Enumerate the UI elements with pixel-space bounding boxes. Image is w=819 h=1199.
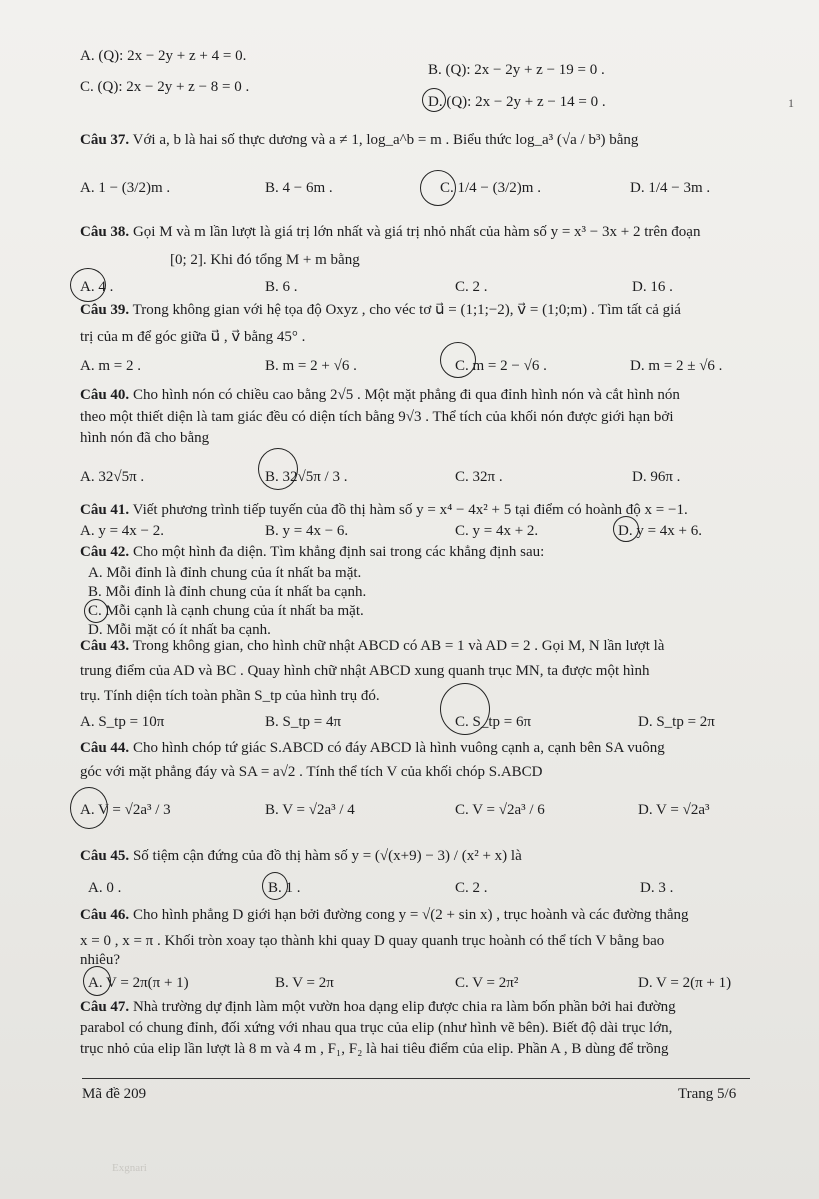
q38-option-a: A. 4 .: [80, 279, 114, 295]
q39-number: Câu 39.: [80, 302, 130, 318]
q40-stem-line3: hình nón đã cho bằng: [80, 430, 210, 446]
margin-mark: 1: [788, 96, 794, 110]
q42-stem: [80, 542, 544, 562]
q42-text: Cho một hình đa diện. Tìm khẳng định sai trong các khẳng định sau:: [132, 544, 545, 560]
q45-option-d: D. 3 .: [640, 880, 674, 896]
q46-number: Câu 46.: [80, 907, 130, 923]
q44-number: Câu 44.: [80, 740, 130, 756]
q36-option-d: D. (Q): 2x − 2y + z − 14 = 0 .: [428, 94, 606, 110]
q40-stem-line1: [80, 385, 680, 405]
q41-option-b: B. y = 4x − 6.: [265, 523, 349, 539]
q43-stem-line2: trung điểm của AD và BC . Quay hình chữ nhật ABCD xung quanh trục MN, ta được một hình: [80, 663, 650, 679]
q39-option-c: C. m = 2 − √6 .: [455, 358, 547, 374]
q46-option-a: A. V = 2π(π + 1): [88, 975, 189, 991]
q43-stem-line1: [80, 636, 664, 656]
q42-option-c: C. Mỗi cạnh là cạnh chung của ít nhất ba mặt.: [88, 603, 364, 619]
q41-stem: [80, 500, 688, 520]
footer-divider: [82, 1078, 750, 1079]
q46-stem-line1: [80, 905, 689, 925]
q45-option-a: A. 0 .: [88, 880, 122, 896]
q46-stem-line3: nhiêu?: [80, 952, 120, 968]
q42-number: Câu 42.: [80, 544, 130, 560]
q40-option-b: B. 32√5π / 3 .: [265, 469, 348, 485]
q45-stem: [80, 846, 522, 866]
q45-number: Câu 45.: [80, 848, 130, 864]
q37-option-a: A. 1 − (3/2)m .: [80, 180, 171, 196]
q39-stem-line2: trị của m để góc giữa u⃗ , v⃗ bằng 45° .: [80, 329, 306, 345]
q38-number: Câu 38.: [80, 224, 130, 240]
q38-option-b: B. 6 .: [265, 279, 298, 295]
q45-option-b: B. 1 .: [268, 880, 301, 896]
q40-number: Câu 40.: [80, 387, 130, 403]
q37-option-d: D. 1/4 − 3m .: [630, 180, 711, 196]
q38-stem-line1: [80, 222, 700, 242]
q44-stem-line2: góc với mặt phẳng đáy và SA = a√2 . Tính thể tích V của khối chóp S.ABCD: [80, 764, 543, 780]
q37-number: Câu 37.: [80, 132, 130, 148]
q44-text-line1: Cho hình chóp tứ giác S.ABCD có đáy ABCD là hình vuông cạnh a, cạnh bên SA vuông: [132, 740, 665, 756]
q45-option-c: C. 2 .: [455, 880, 488, 896]
q46-stem-line2: x = 0 , x = π . Khối tròn xoay tạo thành khi quay D quay quanh trục hoành có thể tích V bằng bao: [80, 933, 665, 949]
q44-option-b: B. V = √2a³ / 4: [265, 802, 355, 818]
q41-option-d: D. y = 4x + 6.: [618, 523, 703, 539]
q47-text-line1: Nhà trường dự định làm một vườn hoa dạng elip được chia ra làm bốn phần bởi hai đường: [132, 999, 676, 1015]
q37-option-b: B. 4 − 6m .: [265, 180, 333, 196]
q44-option-c: C. V = √2a³ / 6: [455, 802, 545, 818]
q46-option-d: D. V = 2(π + 1): [638, 975, 732, 991]
q37-stem: [80, 130, 638, 150]
q36-option-a: A. (Q): 2x − 2y + z + 4 = 0.: [80, 48, 247, 64]
q38-option-c: C. 2 .: [455, 279, 488, 295]
q40-option-d: D. 96π .: [632, 469, 681, 485]
q43-option-a: A. S_tp = 10π: [80, 714, 165, 730]
q45-text: Số tiệm cận đứng của đồ thị hàm số y = (√(x+9) − 3) / (x² + x) là: [132, 848, 522, 864]
q47-number: Câu 47.: [80, 999, 130, 1015]
q46-option-b: B. V = 2π: [275, 975, 334, 991]
q43-option-c: C. S_tp = 6π: [455, 714, 532, 730]
q44-option-a: A. V = √2a³ / 3: [80, 802, 171, 818]
q39-option-a: A. m = 2 .: [80, 358, 141, 374]
q43-number: Câu 43.: [80, 638, 130, 654]
exam-code: Mã đề 209: [82, 1086, 147, 1102]
q42-option-b: B. Mỗi đỉnh là đỉnh chung của ít nhất ba cạnh.: [88, 584, 367, 600]
q41-text: Viết phương trình tiếp tuyến của đồ thị hàm số y = x⁴ − 4x² + 5 tại điểm có hoành độ x = −1.: [132, 502, 688, 518]
q40-option-c: C. 32π .: [455, 469, 503, 485]
q43-option-b: B. S_tp = 4π: [265, 714, 342, 730]
q47-stem-line3: trục nhỏ của elip lần lượt là 8 m và 4 m , F₁, F₂ là hai tiêu điểm của elip. Phần A , B dùng để trồng: [80, 1041, 669, 1057]
q39-text-line1: Trong không gian với hệ tọa độ Oxyz , cho véc tơ u⃗ = (1;1;−2), v⃗ = (1;0;m) . Tìm tất cả giá: [132, 302, 681, 318]
q47-stem-line2: parabol có chung đỉnh, đối xứng với nhau qua trục của elip (như hình vẽ bên). Biết độ dài trục lớn,: [80, 1020, 673, 1036]
q44-stem-line1: [80, 738, 665, 758]
q37-text: Với a, b là hai số thực dương và a ≠ 1, log_a^b = m . Biểu thức log_a³ (√a / b³) bằng: [132, 132, 639, 148]
q39-option-b: B. m = 2 + √6 .: [265, 358, 357, 374]
q40-stem-line2: theo một thiết diện là tam giác đều có diện tích bằng 9√3 . Thể tích của khối nón được giới hạn bởi: [80, 409, 674, 425]
q47-stem-line1: [80, 997, 676, 1017]
q41-number: Câu 41.: [80, 502, 130, 518]
q43-stem-line3: trụ. Tính diện tích toàn phần S_tp của hình trụ đó.: [80, 688, 380, 704]
q42-option-d: D. Mỗi mặt có ít nhất ba cạnh.: [88, 622, 271, 638]
q46-text-line1: Cho hình phẳng D giới hạn bởi đường cong y = √(2 + sin x) , trục hoành và các đường thẳng: [132, 907, 689, 923]
page-number: Trang 5/6: [678, 1086, 737, 1102]
q39-option-d: D. m = 2 ± √6 .: [630, 358, 723, 374]
q38-stem-line2: [0; 2]. Khi đó tổng M + m bằng: [170, 252, 360, 268]
q40-text-line1: Cho hình nón có chiều cao bằng 2√5 . Một mặt phẳng đi qua đỉnh hình nón và cắt hình nón: [132, 387, 680, 403]
q40-option-a: A. 32√5π .: [80, 469, 145, 485]
q44-option-d: D. V = √2a³: [638, 802, 710, 818]
watermark: Exgnari: [112, 1162, 147, 1174]
q37-option-c: C. 1/4 − (3/2)m .: [440, 180, 541, 196]
q39-stem-line1: [80, 300, 681, 320]
q41-option-c: C. y = 4x + 2.: [455, 523, 539, 539]
q38-option-d: D. 16 .: [632, 279, 673, 295]
q43-option-d: D. S_tp = 2π: [638, 714, 715, 730]
q42-option-a: A. Mỗi đỉnh là đỉnh chung của ít nhất ba mặt.: [88, 565, 362, 581]
q46-option-c: C. V = 2π²: [455, 975, 519, 991]
q38-text-line1: Gọi M và m lần lượt là giá trị lớn nhất và giá trị nhỏ nhất của hàm số y = x³ − 3x + 2 trên đoạn: [132, 224, 701, 240]
q36-option-b: B. (Q): 2x − 2y + z − 19 = 0 .: [428, 62, 605, 78]
q43-text-line1: Trong không gian, cho hình chữ nhật ABCD có AB = 1 và AD = 2 . Gọi M, N lần lượt là: [132, 638, 665, 654]
q36-option-c: C. (Q): 2x − 2y + z − 8 = 0 .: [80, 79, 250, 95]
q41-option-a: A. y = 4x − 2.: [80, 523, 165, 539]
